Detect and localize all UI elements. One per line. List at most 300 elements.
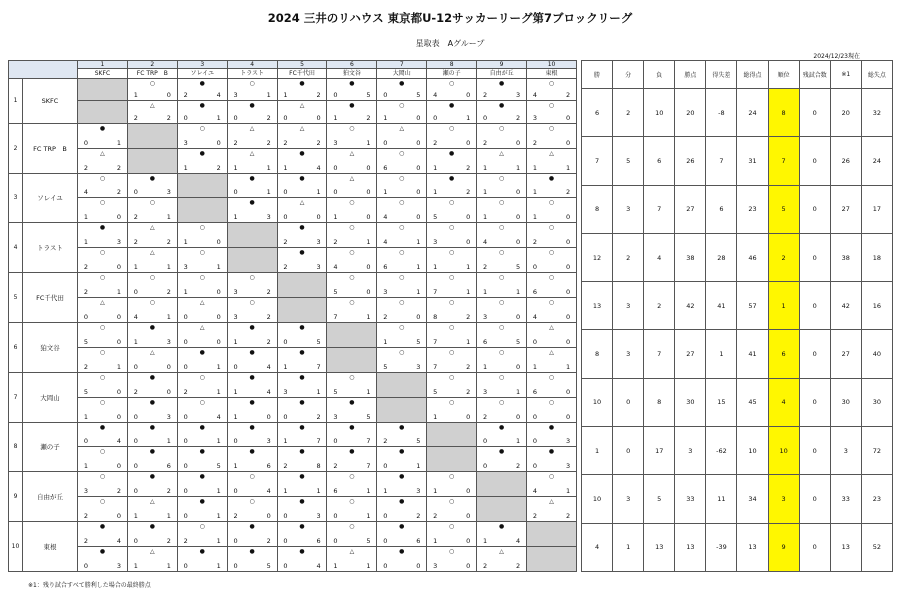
self-match-cell	[527, 546, 577, 571]
stat-cell: 23	[861, 475, 892, 523]
goals-for: 0	[333, 536, 338, 545]
match-result-second	[477, 546, 527, 571]
stat-cell: 33	[830, 475, 861, 523]
self-match-cell	[127, 123, 177, 148]
match-result-second	[78, 198, 128, 223]
result-mark: ○	[249, 498, 255, 506]
match-result-first	[177, 522, 227, 547]
result-mark: ○	[399, 149, 405, 157]
match-result-first	[527, 372, 577, 397]
team-row	[9, 522, 577, 547]
result-mark: ○	[449, 348, 455, 356]
stat-cell: 42	[675, 282, 706, 330]
goals-against: 4	[266, 387, 271, 396]
result-mark: ○	[548, 373, 555, 381]
result-mark: ●	[399, 473, 405, 481]
team-row	[9, 223, 577, 248]
goals-against: 0	[466, 412, 471, 421]
stat-cell: 30	[830, 378, 861, 426]
result-mark: ○	[548, 274, 555, 282]
team-row-second-leg	[9, 198, 577, 223]
result-mark: ●	[449, 149, 455, 157]
result-mark: ●	[548, 174, 555, 182]
match-result-first	[177, 322, 227, 347]
goals-for: 1	[83, 238, 88, 247]
stat-header: 得失差	[706, 61, 737, 89]
match-result-first	[477, 322, 527, 347]
stat-cell: 3	[830, 427, 861, 475]
goals-against: 7	[316, 362, 321, 371]
match-result-first	[127, 173, 177, 198]
goals-for: 0	[183, 437, 188, 446]
match-result-first	[78, 123, 128, 148]
result-mark: ○	[449, 299, 455, 307]
match-result-second	[177, 546, 227, 571]
match-result-first	[227, 472, 277, 497]
self-match-cell	[78, 101, 128, 123]
stat-cell: 3	[613, 282, 644, 330]
match-result-first	[327, 123, 377, 148]
goals-against: 0	[366, 288, 371, 297]
goals-for: 2	[283, 138, 288, 147]
goals-for: 1	[532, 188, 538, 197]
goals-against: 2	[316, 412, 321, 421]
result-mark: ●	[299, 348, 305, 356]
col-team-name: FC千代田	[277, 69, 327, 79]
result-mark: ●	[249, 373, 255, 381]
match-result-first	[477, 79, 527, 101]
stat-cell: 3	[613, 475, 644, 523]
result-mark: ●	[299, 174, 305, 182]
row-number: 2	[9, 123, 23, 173]
goals-against: 5	[516, 337, 521, 346]
result-mark: ●	[149, 373, 155, 381]
match-result-second	[327, 148, 377, 173]
result-mark: ●	[249, 348, 255, 356]
rank-cell: 10	[768, 427, 799, 475]
match-result-first	[227, 173, 277, 198]
goals-for: 0	[283, 562, 288, 570]
goals-for: 3	[283, 387, 288, 396]
col-number: 9	[477, 61, 527, 69]
goals-against: 1	[216, 487, 221, 496]
stat-cell: -39	[706, 523, 737, 571]
goals-against: 2	[416, 512, 421, 521]
match-result-first	[277, 372, 327, 397]
stat-cell: 7	[644, 330, 675, 378]
stat-cell: 3	[613, 330, 644, 378]
match-result-first	[78, 223, 128, 248]
result-mark: ●	[199, 547, 205, 555]
result-mark: ○	[498, 373, 505, 381]
goals-against: 5	[266, 562, 271, 570]
goals-for: 1	[482, 536, 488, 545]
goals-for: 1	[532, 362, 538, 371]
goals-against: 0	[416, 163, 421, 172]
stat-cell: 10	[582, 378, 613, 426]
goals-against: 1	[516, 387, 521, 396]
stat-cell: 0	[799, 330, 830, 378]
col-team-name: トラスト	[227, 69, 277, 79]
goals-for: 1	[183, 163, 188, 172]
goals-for: 0	[183, 412, 188, 421]
col-number: 5	[277, 61, 327, 69]
goals-for: 3	[183, 263, 188, 272]
goals-against: 3	[565, 437, 571, 446]
match-result-first	[277, 79, 327, 101]
col-number: 3	[177, 61, 227, 69]
match-result-first	[78, 372, 128, 397]
stat-cell: 42	[830, 282, 861, 330]
match-result-first	[377, 422, 427, 447]
row-team-name: 狛文谷	[23, 322, 78, 372]
self-match-cell	[227, 248, 277, 273]
result-mark: ○	[349, 373, 355, 381]
result-mark: ○	[349, 249, 355, 257]
goals-for: 1	[482, 188, 488, 197]
match-result-second	[177, 248, 227, 273]
team-row-second-leg	[9, 397, 577, 422]
result-mark: ●	[449, 102, 455, 110]
goals-for: 1	[133, 91, 138, 100]
goals-for: 6	[333, 487, 338, 496]
match-result-second	[427, 546, 477, 571]
result-mark: △	[549, 323, 554, 331]
result-mark: ○	[199, 249, 205, 257]
stats-table	[581, 60, 893, 572]
result-mark: △	[499, 547, 504, 555]
goals-for: 0	[183, 312, 188, 321]
match-result-second	[127, 447, 177, 472]
goals-for: 1	[83, 462, 88, 471]
self-match-cell	[127, 148, 177, 173]
goals-against: 0	[466, 138, 471, 147]
goals-against: 1	[416, 238, 421, 247]
row-number: 8	[9, 422, 23, 472]
goals-against: 1	[416, 263, 421, 272]
goals-for: 0	[233, 437, 238, 446]
goals-for: 4	[532, 91, 538, 100]
result-mark: ●	[399, 448, 405, 456]
goals-against: 4	[116, 536, 122, 545]
result-mark: △	[150, 249, 155, 257]
goals-for: 0	[532, 337, 538, 346]
goals-for: 1	[532, 163, 538, 172]
goals-for: 1	[433, 188, 438, 197]
result-mark: ○	[449, 398, 455, 406]
goals-for: 4	[482, 238, 488, 247]
row-number: 10	[9, 522, 23, 572]
stat-cell: 13	[582, 282, 613, 330]
result-mark: ●	[199, 348, 205, 356]
goals-for: 3	[433, 562, 438, 570]
goals-against: 1	[516, 288, 521, 297]
goals-for: 2	[482, 412, 488, 421]
team-row-second-leg	[9, 148, 577, 173]
match-result-second	[78, 248, 128, 273]
result-mark: ○	[149, 199, 155, 207]
team-row-second-leg	[9, 497, 577, 522]
team-row-second-leg	[9, 546, 577, 571]
result-mark: ●	[299, 249, 305, 257]
match-result-first	[477, 422, 527, 447]
goals-for: 2	[383, 312, 388, 321]
match-result-second	[427, 397, 477, 422]
goals-against: 2	[316, 138, 321, 147]
stat-cell: 34	[737, 475, 768, 523]
goals-against: 0	[116, 337, 122, 346]
goals-against: 1	[166, 263, 171, 272]
goals-for: 0	[532, 437, 538, 446]
goals-for: 4	[532, 312, 538, 321]
goals-against: 2	[166, 536, 171, 545]
goals-against: 2	[266, 312, 271, 321]
goals-against: 2	[565, 188, 571, 197]
goals-for: 0	[333, 437, 338, 446]
match-result-first	[327, 372, 377, 397]
result-mark: ●	[299, 448, 305, 456]
stat-cell: 30	[861, 378, 892, 426]
result-mark: ○	[99, 274, 106, 282]
goals-against: 0	[565, 312, 571, 321]
goals-for: 0	[133, 462, 138, 471]
goals-against: 1	[266, 188, 271, 197]
match-result-first	[427, 123, 477, 148]
stat-cell: 57	[737, 282, 768, 330]
match-result-second	[327, 248, 377, 273]
stat-cell: 26	[830, 137, 861, 185]
match-result-first	[127, 472, 177, 497]
goals-against: 5	[316, 337, 321, 346]
goals-against: 1	[116, 288, 122, 297]
goals-against: 4	[266, 362, 271, 371]
result-mark: ●	[149, 174, 155, 182]
goals-for: 0	[283, 536, 288, 545]
match-result-first	[427, 273, 477, 298]
row-number: 4	[9, 223, 23, 273]
goals-against: 1	[565, 487, 571, 496]
match-result-first	[277, 223, 327, 248]
result-mark: ●	[498, 448, 505, 456]
match-result-second	[78, 298, 128, 323]
goals-against: 2	[166, 113, 171, 122]
goals-for: 0	[383, 536, 388, 545]
team-row	[9, 173, 577, 198]
goals-against: 1	[366, 238, 371, 247]
stat-cell: 38	[675, 233, 706, 281]
goals-against: 3	[565, 462, 571, 471]
goals-for: 0	[133, 437, 138, 446]
self-match-cell	[177, 198, 227, 223]
goals-for: 0	[532, 412, 538, 421]
goals-for: 4	[333, 263, 338, 272]
goals-against: 3	[416, 487, 421, 496]
goals-against: 3	[166, 337, 171, 346]
stat-cell: 10	[582, 475, 613, 523]
goals-for: 1	[383, 487, 388, 496]
goals-for: 0	[383, 462, 388, 471]
match-result-first	[177, 472, 227, 497]
goals-against: 7	[366, 462, 371, 471]
result-mark: ○	[449, 274, 455, 282]
match-result-first	[527, 322, 577, 347]
goals-for: 2	[283, 238, 288, 247]
result-mark: ○	[449, 523, 455, 531]
goals-for: 1	[233, 462, 238, 471]
goals-for: 0	[283, 213, 288, 222]
goals-against: 3	[316, 238, 321, 247]
row-number: 5	[9, 273, 23, 323]
goals-for: 1	[433, 487, 438, 496]
result-mark: △	[299, 199, 305, 207]
match-result-first	[227, 273, 277, 298]
stat-cell: 2	[613, 233, 644, 281]
goals-against: 0	[565, 337, 571, 346]
goals-for: 2	[532, 138, 538, 147]
goals-for: 1	[482, 213, 488, 222]
team-row-second-leg	[9, 447, 577, 472]
result-mark: ○	[99, 473, 106, 481]
goals-for: 0	[233, 188, 238, 197]
goals-against: 0	[516, 412, 521, 421]
goals-for: 0	[233, 536, 238, 545]
match-result-second	[227, 148, 277, 173]
goals-against: 2	[516, 562, 521, 570]
goals-for: 1	[333, 213, 338, 222]
result-mark: ○	[399, 174, 405, 182]
result-mark: ○	[548, 249, 555, 257]
goals-against: 1	[216, 362, 221, 371]
goals-for: 0	[283, 337, 288, 346]
result-mark: ○	[99, 498, 106, 506]
self-match-cell	[477, 497, 527, 522]
goals-for: 2	[333, 462, 338, 471]
goals-against: 2	[116, 163, 122, 172]
match-result-first	[227, 422, 277, 447]
result-mark: △	[349, 149, 355, 157]
result-mark: ●	[548, 423, 555, 431]
goals-against: 1	[216, 113, 221, 122]
self-match-cell	[377, 372, 427, 397]
match-result-first	[78, 422, 128, 447]
match-result-second	[277, 248, 327, 273]
match-result-second	[477, 198, 527, 223]
match-result-second	[127, 347, 177, 372]
match-result-first	[277, 322, 327, 347]
goals-for: 0	[333, 188, 338, 197]
result-mark: ●	[299, 523, 305, 531]
goals-against: 0	[416, 213, 421, 222]
self-match-cell	[427, 422, 477, 447]
result-mark: ○	[449, 224, 455, 232]
result-mark: △	[150, 102, 155, 110]
goals-for: 0	[233, 113, 238, 122]
stat-cell: 1	[613, 523, 644, 571]
result-mark: ●	[249, 448, 255, 456]
match-result-second	[327, 397, 377, 422]
goals-for: 0	[183, 512, 188, 521]
goals-against: 0	[366, 188, 371, 197]
goals-against: 2	[466, 312, 471, 321]
goals-against: 0	[216, 288, 221, 297]
goals-for: 2	[482, 91, 488, 100]
result-mark: ○	[149, 299, 155, 307]
goals-against: 0	[565, 387, 571, 396]
goals-for: 1	[83, 412, 88, 421]
rank-cell: 2	[768, 233, 799, 281]
stat-cell: 31	[737, 137, 768, 185]
result-mark: ○	[449, 323, 455, 331]
goals-for: 0	[83, 562, 88, 570]
goals-against: 0	[216, 138, 221, 147]
result-mark: ●	[299, 547, 305, 555]
stat-cell: 2	[613, 89, 644, 137]
match-result-second	[477, 298, 527, 323]
as-of-date: 2024/12/23現在	[813, 53, 860, 60]
stat-cell: 0	[799, 89, 830, 137]
match-result-first	[327, 79, 377, 101]
match-result-first	[78, 173, 128, 198]
result-mark: ○	[449, 547, 455, 555]
match-result-second	[427, 198, 477, 223]
page-title: 2024 三井のリハウス 東京都U-12サッカーリーグ第7ブロックリーグ	[267, 11, 633, 25]
stat-cell: 20	[675, 89, 706, 137]
match-result-second	[327, 497, 377, 522]
goals-against: 8	[316, 462, 321, 471]
result-mark: ●	[199, 80, 205, 87]
match-result-second	[327, 546, 377, 571]
goals-for: 4	[532, 487, 538, 496]
match-result-second	[277, 101, 327, 123]
goals-for: 1	[482, 163, 488, 172]
goals-for: 2	[283, 462, 288, 471]
match-result-first	[327, 173, 377, 198]
rank-cell: 3	[768, 475, 799, 523]
rank-cell: 9	[768, 523, 799, 571]
goals-for: 5	[333, 387, 338, 396]
goals-for: 0	[482, 462, 488, 471]
match-result-second	[127, 546, 177, 571]
match-result-first	[427, 173, 477, 198]
goals-for: 0	[532, 263, 538, 272]
result-mark: ○	[349, 124, 355, 132]
goals-against: 1	[416, 462, 421, 471]
stat-cell: 2	[644, 282, 675, 330]
stat-cell: 45	[737, 378, 768, 426]
goals-for: 2	[183, 91, 188, 100]
stat-cell: 0	[799, 233, 830, 281]
match-result-second	[427, 347, 477, 372]
col-team-name: 大岡山	[377, 69, 427, 79]
goals-against: 0	[466, 238, 471, 247]
match-result-second	[377, 298, 427, 323]
match-result-second	[377, 248, 427, 273]
match-result-first	[227, 123, 277, 148]
result-mark: ○	[99, 323, 106, 331]
result-mark: ●	[299, 80, 305, 87]
match-result-second	[277, 397, 327, 422]
goals-against: 0	[116, 213, 122, 222]
goals-for: 1	[283, 163, 288, 172]
goals-for: 7	[433, 337, 438, 346]
result-mark: ○	[99, 398, 106, 406]
result-mark: ○	[349, 299, 355, 307]
match-result-first	[477, 123, 527, 148]
result-mark: △	[349, 174, 355, 182]
result-mark: ●	[399, 547, 405, 555]
match-result-second	[477, 148, 527, 173]
stat-cell: 41	[706, 282, 737, 330]
